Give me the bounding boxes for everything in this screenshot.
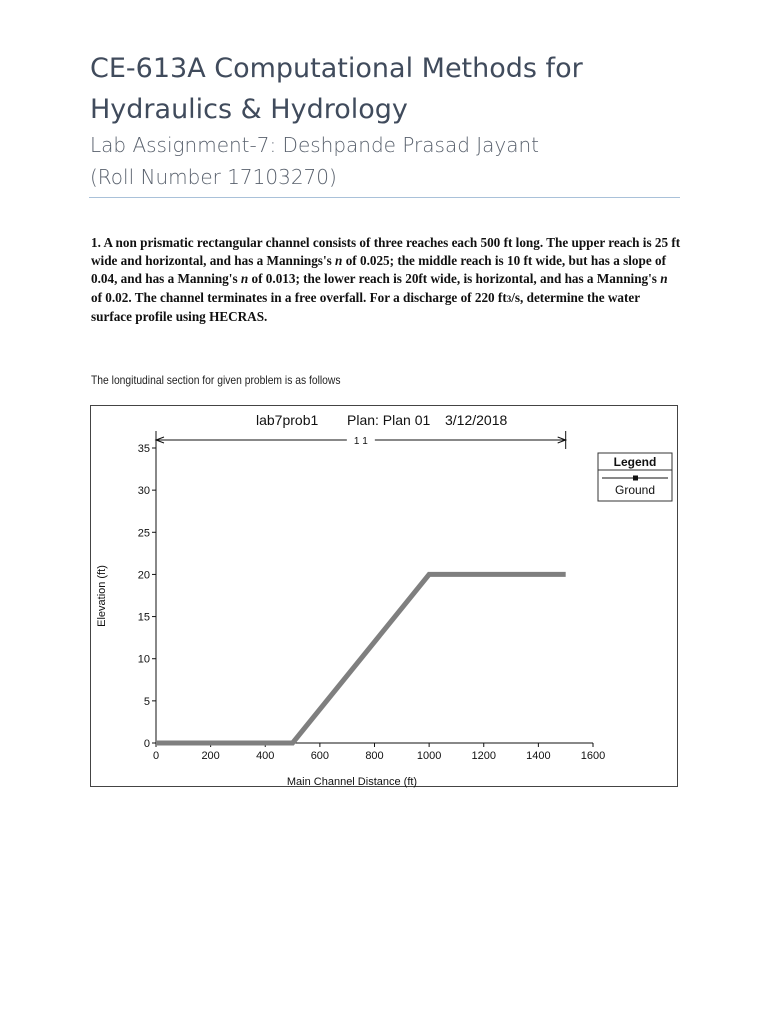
- x-tick-label: 1400: [526, 750, 551, 762]
- chart-date: 3/12/2018: [445, 412, 508, 428]
- y-tick-label: 25: [137, 527, 150, 540]
- page-title: [90, 48, 690, 130]
- title-line-1: CE-613A Computational Methods for: [90, 53, 583, 84]
- x-tick-label: 600: [310, 750, 330, 762]
- subtitle-line-2: (Roll Number 17103270): [90, 165, 337, 189]
- chart-legend: [598, 453, 672, 501]
- chart-project-name: lab7prob1: [256, 412, 319, 428]
- problem-number: 1.: [91, 235, 101, 250]
- y-tick-label: 5: [143, 695, 150, 708]
- y-tick-label: 0: [143, 738, 150, 750]
- x-tick-label: 1600: [580, 750, 606, 762]
- y-tick-label: 10: [137, 653, 150, 666]
- subtitle: [90, 129, 690, 193]
- y-tick-label: 35: [137, 443, 150, 455]
- legend-series-marker: [633, 476, 638, 481]
- x-axis-ticks: [153, 743, 605, 762]
- ground-profile-line: [156, 574, 566, 743]
- x-axis-title: Main Channel Distance (ft): [286, 776, 418, 788]
- profile-chart-svg: [91, 406, 679, 788]
- chart-plan-name: Plan: Plan 01: [347, 412, 431, 428]
- legend-title: Legend: [613, 455, 657, 469]
- title-line-2: Hydraulics & Hydrology: [90, 94, 408, 125]
- reach-label: 1 1: [353, 436, 368, 447]
- x-tick-label: 1000: [416, 750, 442, 762]
- y-tick-label: 15: [137, 611, 150, 624]
- y-tick-label: 20: [137, 569, 150, 582]
- title-divider: [89, 197, 680, 198]
- profile-chart: [90, 405, 678, 787]
- legend-series-label: Ground: [614, 483, 656, 497]
- subtitle-line-1: Lab Assignment-7: Deshpande Prasad Jayant: [90, 133, 540, 157]
- x-tick-label: 0: [152, 750, 160, 762]
- x-tick-label: 200: [201, 750, 220, 762]
- y-axis-title: Elevation (ft): [96, 565, 108, 627]
- y-axis-ticks: [138, 443, 156, 750]
- reach-extent-arrow: [156, 431, 566, 449]
- x-tick-label: 1200: [471, 750, 496, 762]
- x-tick-label: 400: [256, 750, 275, 762]
- figure-caption: The longitudinal section for given problem is as follows: [91, 373, 341, 387]
- problem-statement: 1. A non prismatic rectangular channel consists of three reaches each 500 ft long. The upper reach is 25 ft wide and horizontal, and has a Mannings's n of 0.025; the middle reach is 10 ft wide, but has a slope of 0.04, and has a Manning's n of 0.013; the lower reach is 20ft wide, is horizontal, and has a Manning's n of 0.02. The channel terminates in a free overfall. For a discharge of 220 ft3/s, determine the water surface profile using HECRAS.: [91, 235, 681, 324]
- x-tick-label: 800: [365, 750, 384, 762]
- y-tick-label: 30: [137, 485, 150, 498]
